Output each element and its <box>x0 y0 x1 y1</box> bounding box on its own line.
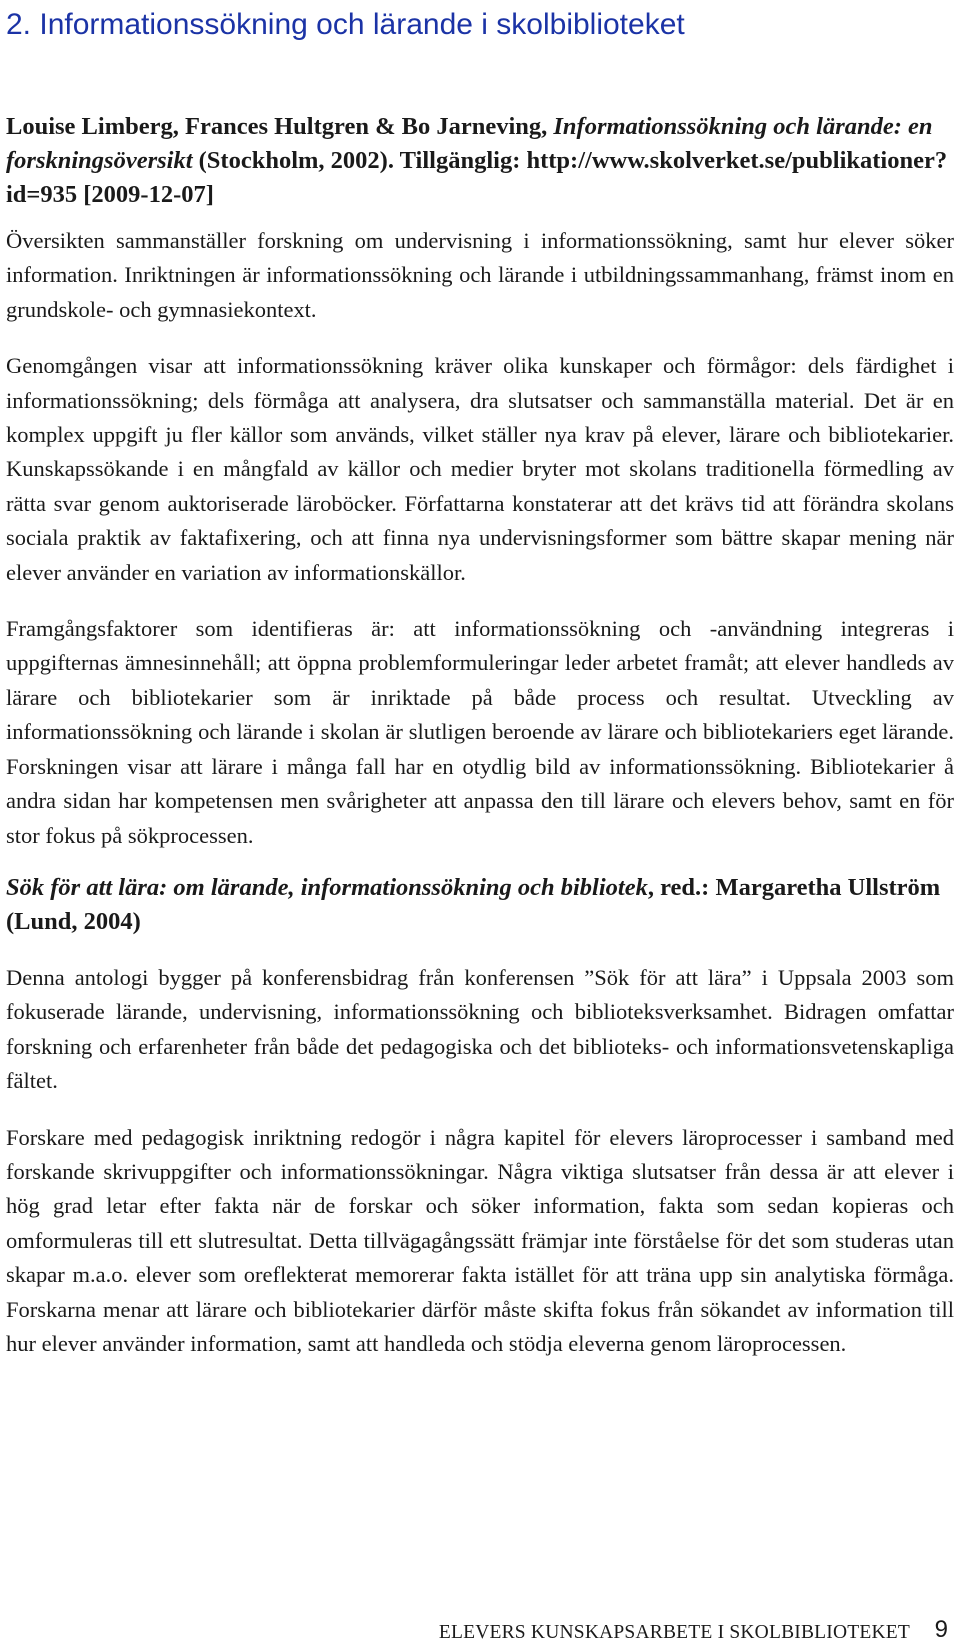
page-number: 9 <box>934 1616 948 1643</box>
paragraph-review: Genomgången visar att informationssökning kräver olika kunskaper och förmågor: dels färdighet i informationssökning; dels förmåga att analysera, dra slutsatser och sammanställa material. Det är en komplex uppgift ju fler källor som används, vilket ställer nya krav på elever, lärare och bibliotekarier. Kunskapssökande i en mångfald av källor och medier bryter mot skolans traditionella förmedling av rätta svar genom auktoriserade läroböcker. Författarna konstaterar att det krävs tid att förändra skolans sociala praktik av faktafixering, och att finna nya undervisningsformer som bättre skapar mening när elever använder en variation av informationskällor. <box>6 353 954 585</box>
section-heading: 2. Informationssökning och lärande i skolbiblioteket <box>6 8 685 41</box>
footer-title: ELEVERS KUNSKAPSARBETE I SKOLBIBLIOTEKET <box>438 1622 910 1643</box>
document-page <box>6 0 954 1361</box>
paragraph-success-factors: Framgångsfaktorer som identifieras är: att informationssökning och -användning integreras i uppgifternas ämnesinnehåll; att öppna problemformuleringar leder arbetet framåt; att elever handleds av lärare och bibliotekarier som är inriktade på både process och resultat. Utveckling av informationssökning och lärande i skolan är slutligen beroende av lärare och bibliotekariers eget lärande. Forskningen visar att lärare i många fall har en otydlig bild av informationssökning. Bibliotekarier å andra sidan har kompetensen men svårigheter att anpassa den till lärare och elevers behov, samt en för stor fokus på sökprocessen. <box>6 616 954 848</box>
ref2-details: , red.: Margaretha Ullström (Lund, 2004) <box>6 873 941 935</box>
ref1-authors: Louise Limberg, Frances Hultgren & Bo Jarneving, <box>6 113 554 140</box>
reference-citation-2 <box>6 871 954 939</box>
page-footer <box>0 1616 954 1648</box>
ref1-title: Informationssökning och lärande: en forskningsöversikt <box>6 113 933 174</box>
paragraph-anthology: Denna antologi bygger på konferensbidrag från konferensen ”Sök för att lära” i Uppsala 2003 som fokuserade lärande, undervisning, informationssökning och biblioteksverksamhet. Bidragen omfattar forskning och erfarenheter från både det pedagogiska och det biblioteks- och informationsvetenskapliga fältet. <box>6 964 954 1094</box>
paragraph-overview: Översikten sammanställer forskning om undervisning i informationssökning, samt hur elever söker information. Inriktningen är informationssökning och lärande i utbildningssammanhang, främst inom en grundskole- och gymnasiekontext. <box>6 228 954 322</box>
ref2-title: Sök för att lära: om lärande, informationssökning och bibliotek <box>6 873 648 901</box>
paragraph-researchers: Forskare med pedagogisk inriktning redogör i några kapitel för elevers läroprocesser i samband med forskande skrivuppgifter och informationssökningar. Några viktiga slutsatser från dessa är att elever i hög grad letar efter fakta när de forskar och söker information, fakta som sedan kopieras och omformuleras till ett slutresultat. Detta tillvägagångssätt främjar inte förståelse för det som studeras utan skapar m.a.o. elever som oreflekterat memorerar fakta istället för att träna upp sin analytiska förmåga. Forskarna menar att lärare och bibliotekarier därför måste skifta fokus från sökandet av information till hur elever använder information, samt att handleda och stödja eleverna genom läroprocessen. <box>6 1124 954 1356</box>
ref1-details: (Stockholm, 2002). Tillgänglig: http://www.skolverket.se/publikationer?id=935 [2009-12-07] <box>6 147 948 208</box>
reference-citation-1 <box>6 110 954 212</box>
